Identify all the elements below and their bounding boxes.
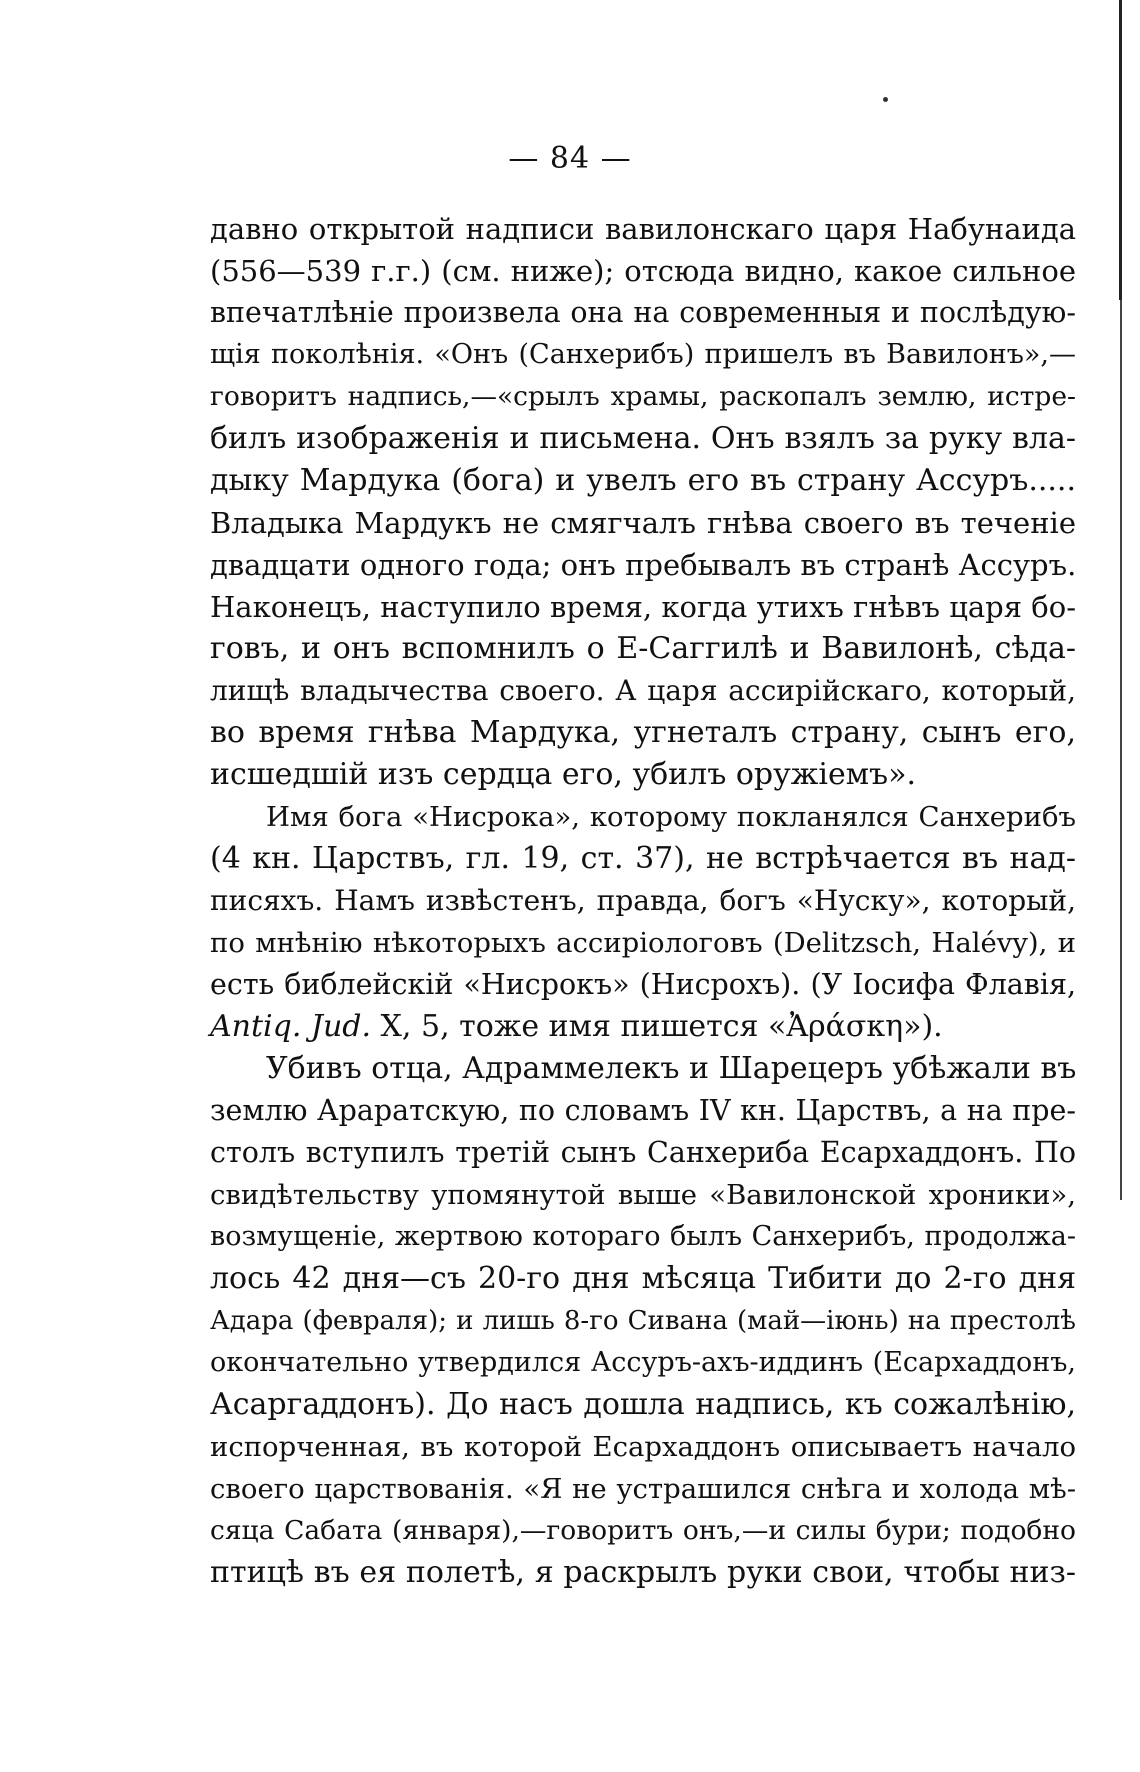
text-line: говъ, и онъ вспомнилъ о Е-Саггилѣ и Вавилонѣ, сѣда- xyxy=(210,631,1076,666)
text-line: писяхъ. Намъ извѣстенъ, правда, богъ «Нуску», который, xyxy=(210,884,1076,917)
text-line: свидѣтельству упомянутой выше «Вавилонской хроники», xyxy=(210,1179,1076,1211)
text-line: сяца Сабата (января),—говоритъ онъ,—и силы бури; подобно xyxy=(210,1515,1076,1546)
text-line: Наконецъ, наступило время, когда утихъ гнѣвъ царя бо- xyxy=(210,590,1076,624)
text-line: столъ вступилъ третій сынъ Санхериба Есархаддонъ. По xyxy=(210,1136,1076,1169)
text-line: землю Араратскую, по словамъ IV кн. Царствъ, а на пре- xyxy=(210,1094,1076,1127)
body-text xyxy=(210,208,1076,1594)
text-line: Асаргаддонъ). До насъ дошла надпись, къ сожалѣнію, xyxy=(210,1387,1076,1422)
text-line: двадцати одного года; онъ пребывалъ въ странѣ Ассуръ. xyxy=(210,548,1077,582)
text-line: дыку Мардука (бога) и увелъ его въ страну Ассуръ..... xyxy=(210,463,1076,498)
text-line: билъ изображенія и письмена. Онъ взялъ за руку вла- xyxy=(210,421,1076,456)
text-line: по мнѣнію нѣкоторыхъ ассиріологовъ (Delitzsch, Halévy), и xyxy=(210,927,1076,959)
text-line: есть библейскій «Нисрокъ» (Нисрохъ). (У Іосифа Флавія, xyxy=(210,968,1076,1001)
text-line: впечатлѣніе произвела она на современныя и послѣдую- xyxy=(210,296,1076,329)
text-line: лось 42 дня—съ 20-го дня мѣсяца Тибити до 2-го дня xyxy=(210,1261,1076,1296)
ink-dot xyxy=(883,97,888,102)
text-line: (4 кн. Царствъ, гл. 19, ст. 37), не встрѣчается въ над- xyxy=(210,841,1076,876)
text-line: Владыка Мардукъ не смягчалъ гнѣва своего въ теченіе xyxy=(210,506,1076,540)
text-line: возмущеніе, жертвою котораго былъ Санхерибъ, продолжа- xyxy=(210,1221,1076,1252)
italic-citation: Antiq. Jud. xyxy=(210,1009,372,1044)
text-line: птицѣ въ ея полетѣ, я раскрылъ руки свои, чтобы низ- xyxy=(210,1555,1076,1590)
text-line: Адара (февраля); и лишь 8-го Сивана (май—іюнь) на престолѣ xyxy=(210,1306,1076,1336)
text-line: щія поколѣнія. «Онъ (Санхерибъ) пришелъ въ Вавилонъ»,— xyxy=(210,339,1076,370)
text-line: окончательно утвердился Ассуръ-ахъ-иддинъ (Есархаддонъ, xyxy=(210,1347,1076,1378)
text-line-italic-reference xyxy=(210,1006,1076,1048)
text-line: Убивъ отца, Адраммелекъ и Шарецеръ убѣжали въ xyxy=(266,1051,1077,1086)
citation-rest: X, 5, тоже имя пишется «Ἀράσκη»). xyxy=(371,1009,943,1044)
text-line: исшедшій изъ сердца его, убилъ оружіемъ». xyxy=(210,757,917,792)
text-line: давно открытой надписи вавилонскаго царя Набунаида xyxy=(210,212,1076,246)
page-number: — 84 — xyxy=(508,141,632,176)
text-line: говоритъ надпись,—«срылъ храмы, раскопалъ землю, истре- xyxy=(210,381,1076,412)
text-line: своего царствованія. «Я не устрашился снѣга и холода мѣ- xyxy=(210,1473,1076,1505)
text-line: во время гнѣва Мардука, угнеталъ страну, сынъ его, xyxy=(210,715,1076,750)
text-line: (556—539 г.г.) (см. ниже); отсюда видно, какое сильное xyxy=(210,254,1076,288)
page-edge-line-lower xyxy=(1120,300,1122,1200)
text-line: Имя бога «Нисрока», которому покланялся Санхерибъ xyxy=(266,801,1076,833)
text-line: испорченная, въ которой Есархаддонъ описываетъ начало xyxy=(210,1431,1076,1463)
text-line: лищѣ владычества своего. А царя ассирійскаго, который, xyxy=(210,674,1076,707)
